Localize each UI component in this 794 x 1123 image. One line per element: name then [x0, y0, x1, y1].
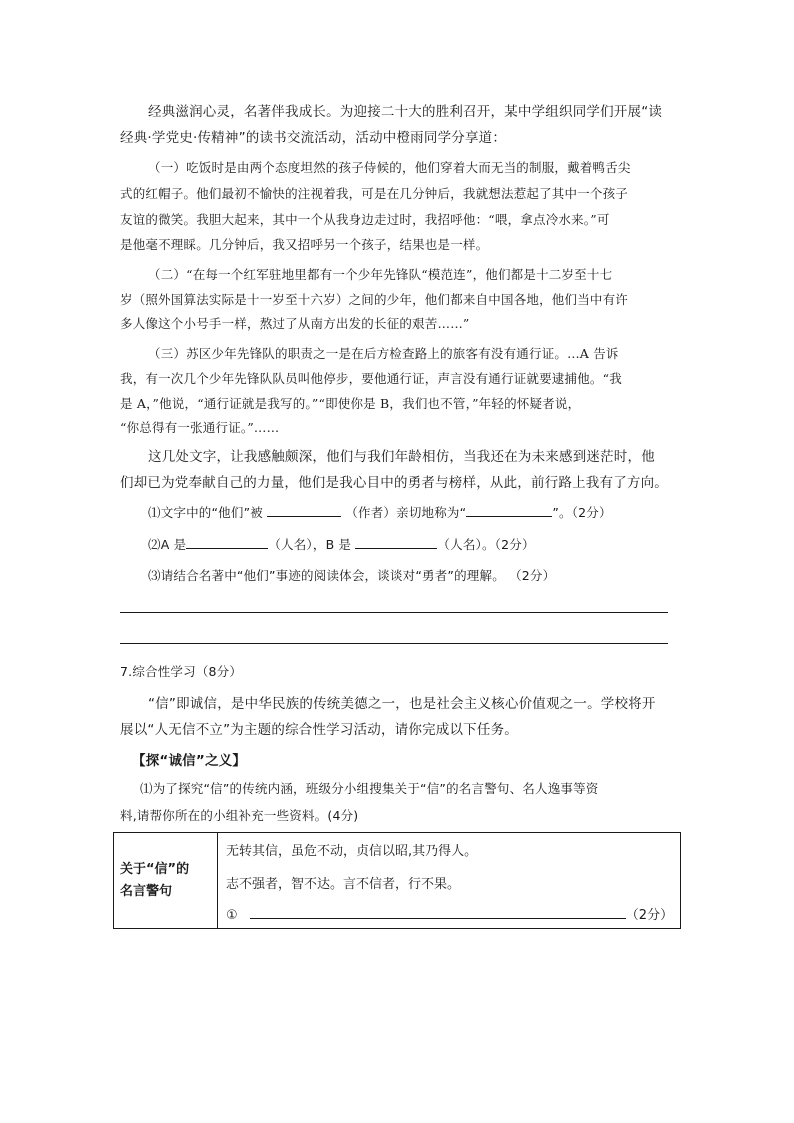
- question-3: ⑶请结合名著中“他们”事迹的阅读体会，谈谈对“勇者”的理解。 （2分）: [148, 568, 556, 583]
- table-label-line-2: 名言警句: [120, 883, 173, 899]
- excerpt-3-line: 我，有一次几个少年先锋队队员叫他停步，要他通行证，声言没有通行证就要逮捕他。“我: [120, 371, 622, 386]
- question-2-part-b: （人名），B 是: [268, 537, 352, 552]
- question-1-part-c: ”。（2分）: [552, 505, 612, 520]
- task-1-line-1: ⑴为了探究“信”的传统内涵，班级分小组搜集关于“信”的名言警句、名人逸事等资: [140, 781, 599, 796]
- excerpt-1-line: 是他毫不理睬。几分钟后，我又招呼另一个孩子，结果也是一样。: [120, 237, 489, 252]
- answer-line[interactable]: [120, 643, 668, 644]
- table-label-cell: [114, 833, 218, 929]
- author-answer-blank[interactable]: [267, 504, 341, 517]
- section-7-intro-line-1: “信”即诚信，是中华民族的传统美德之一，也是社会主义核心价值观之一。学校将开: [148, 696, 656, 712]
- row-3-marker: ①: [226, 908, 238, 923]
- answer-line[interactable]: [120, 612, 668, 613]
- person-b-answer-blank[interactable]: [355, 536, 437, 549]
- excerpt-2-line: 岁（照外国算法实际是十一岁至十六岁）之间的少年，他们都来自中国各地，他们当中有许: [120, 292, 629, 307]
- excerpt-2-line: 多人像这个小号手一样，熬过了从南方出发的长征的艰苦……”: [120, 316, 470, 331]
- table-content-cell: [218, 833, 681, 929]
- question-1: [148, 503, 612, 521]
- section-7-title: 7.综合性学习（8分）: [120, 664, 243, 679]
- table-label-line-1: 关于“信”的: [120, 861, 190, 877]
- excerpt-3-line: 是 A，”他说，“通行证就是我写的。”“即使你是 B，我们也不管，”年轻的怀疑者说，: [120, 396, 581, 411]
- resource-table: [113, 832, 681, 929]
- section-7-intro-line-2: 展以“人无信不立”为主题的综合性学习活动，请你完成以下任务。: [120, 722, 518, 738]
- intro-line-1: 经典滋润心灵，名著伴我成长。为迎接二十大的胜利召开，某中学组织同学们开展“读: [148, 104, 663, 120]
- task-1-line-2: 料,请帮你所在的小组补充一些资料。(4分): [120, 808, 359, 823]
- excerpt-1-line: 式的红帽子。他们最初不愉快的注视着我，可是在几分钟后，我就想法惹起了其中一个孩子: [120, 186, 629, 201]
- question-2: [148, 535, 535, 553]
- quote-answer-blank[interactable]: [250, 906, 626, 919]
- reflection-line-1: 这几处文字，让我感触颇深，他们与我们年龄相仿，当我还在为未来感到迷茫时，他: [148, 449, 655, 465]
- title-answer-blank[interactable]: [466, 504, 552, 517]
- quote-row-1: 无转其信，虽危不动，贞信以昭,其乃得人。: [226, 844, 478, 859]
- question-2-part-c: （人名）。（2分）: [437, 537, 535, 552]
- intro-line-2: 经典·学党史·传精神”的读书交流活动，活动中橙雨同学分享道：: [120, 130, 507, 146]
- question-2-part-a: ⑵A 是: [148, 537, 187, 552]
- question-1-part-a: ⑴文字中的“他们”被: [148, 505, 263, 520]
- excerpt-1-line: 友谊的微笑。我胆大起来，其中一个从我身边走过时，我招呼他：“喂，拿点冷水来。”可: [120, 212, 610, 227]
- quote-row-3: [226, 904, 673, 923]
- excerpt-3-line: （三）苏区少年先锋队的职责之一是在后方检查路上的旅客有没有通行证。…A 告诉: [148, 346, 619, 361]
- person-a-answer-blank[interactable]: [186, 536, 268, 549]
- reflection-line-2: 们却已为党奉献自己的力量，他们是我心目中的勇者与榜样，从此，前行路上我有了方向。: [120, 475, 668, 491]
- quote-row-2: 志不强者，智不达。言不信者，行不果。: [226, 877, 461, 892]
- question-1-part-b: （作者）亲切地称为“: [345, 505, 467, 520]
- excerpt-2-line: （二）“在每一个红军驻地里都有一个少年先锋队“模范连”，他们都是十二岁至十七: [148, 267, 613, 282]
- row-3-score: （2分）: [625, 908, 674, 923]
- excerpt-3-line: “你总得有一张通行证。”……: [120, 420, 280, 435]
- section-heading: 【探“诚信”之义】: [132, 753, 247, 769]
- excerpt-1-line: （一）吃饭时是由两个态度坦然的孩子侍候的，他们穿着大而无当的制服，戴着鸭舌尖: [148, 160, 631, 175]
